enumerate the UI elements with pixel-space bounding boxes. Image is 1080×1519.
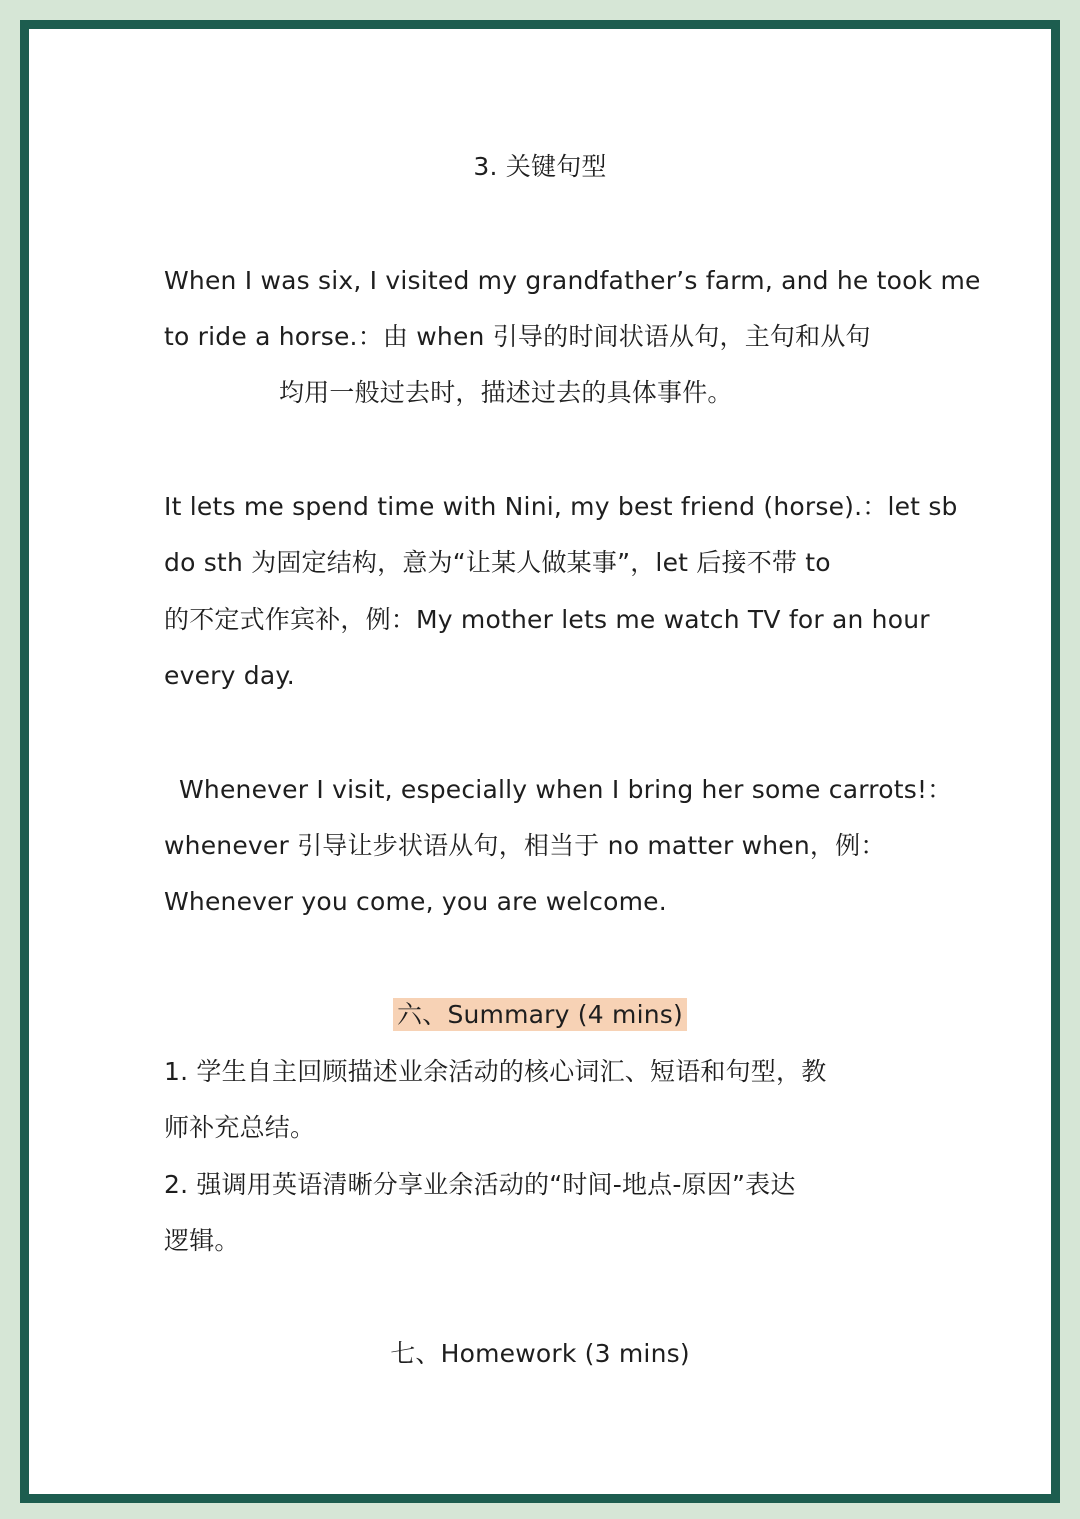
summary-item-1-line-1: 1. 学生自主回顾描述业余活动的核心词汇、短语和句型，教 <box>164 1057 827 1086</box>
sentence-2-line-2: do sth 为固定结构，意为“让某人做某事”，let 后接不带 to <box>164 548 831 577</box>
summary-item-1-line-2: 师补充总结。 <box>164 1113 316 1142</box>
sentence-2-line-3: 的不定式作宾补，例：My mother lets me watch TV for an hour <box>164 605 930 634</box>
summary-item-2-line-1: 2. 强调用英语清晰分享业余活动的“时间-地点-原因”表达 <box>164 1170 796 1199</box>
sentence-1-line-3: 均用一般过去时，描述过去的具体事件。 <box>279 378 733 407</box>
homework-heading: 七、Homework (3 mins) <box>390 1339 690 1368</box>
sentence-3-line-2: whenever 引导让步状语从句，相当于 no matter when，例： <box>164 831 886 860</box>
sentence-3-line-1: Whenever I visit, especially when I bring her some carrots!： <box>179 775 953 804</box>
sentence-2-line-4: every day. <box>164 661 295 690</box>
section-title: 3. 关键句型 <box>473 152 607 181</box>
summary-heading-row <box>29 998 1051 1032</box>
sentence-1-line-2: to ride a horse.：由 when 引导的时间状语从句，主句和从句 <box>164 322 871 351</box>
summary-heading: 六、Summary (4 mins) <box>393 998 687 1031</box>
summary-item-2-line-2: 逻辑。 <box>164 1226 240 1255</box>
sentence-2-line-1: It lets me spend time with Nini, my best friend (horse).：let sb <box>164 492 958 521</box>
sentence-3-line-3: Whenever you come, you are welcome. <box>164 887 667 916</box>
sentence-1-line-1: When I was six, I visited my grandfather’s farm, and he took me <box>164 266 981 295</box>
document-page <box>20 20 1060 1503</box>
